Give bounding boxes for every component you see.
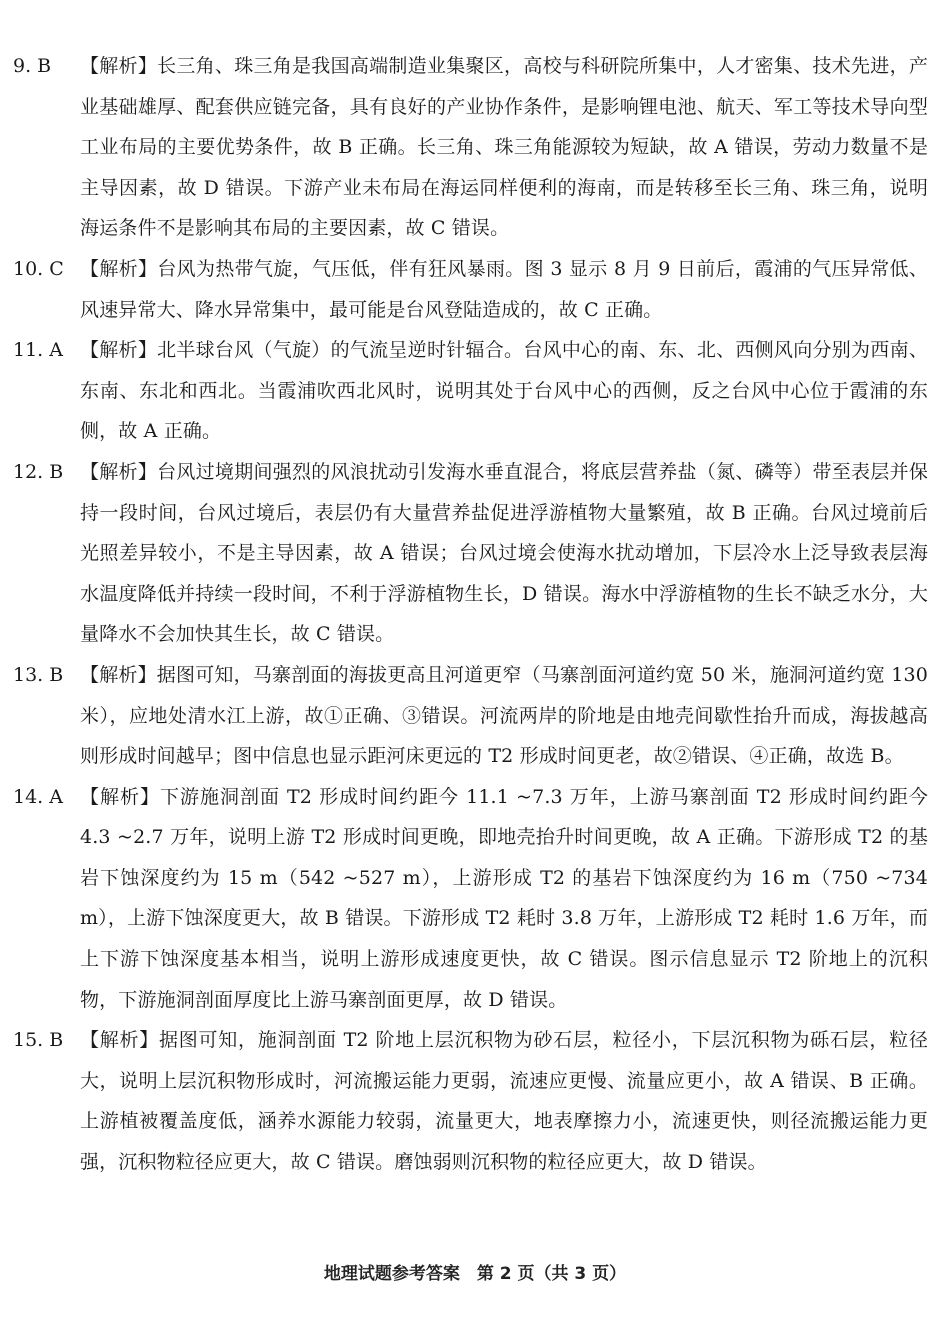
answer-explanation: 【解析】长三角、珠三角是我国高端制造业集聚区，高校与科研院所集中，人才密集、技术先进，产业基础雄厚、配套供应链完备，具有良好的产业协作条件，是影响锂电池、航天、军工等技术导向型工业布局的主要优势条件，故 B 正确。长三角、珠三角能源较为短缺，故 A 错误，劳动力数量不是主导因素，故 D 错误。下游产业未布局在海运同样便利的海南，而是转移至长三角、珠三角，说明海运条件不是影响其布局的主要因素，故 C 错误。 <box>80 55 928 240</box>
answer-explanation: 【解析】台风过境期间强烈的风浪扰动引发海水垂直混合，将底层营养盐（氮、磷等）带至表层并保持一段时间，台风过境后，表层仍有大量营养盐促进浮游植物大量繁殖，故 B 正确。台风过境前后光照差异较小，不是主导因素，故 A 错误；台风过境会使海水扰动增加，下层冷水上泛导致表层海水温度降低并持续一段时间，不利于浮游植物生长，D 错误。海水中浮游植物的生长不缺乏水分，大量降水不会加快其生长，故 C 错误。 <box>80 460 928 646</box>
answer-number: 13. B <box>13 663 64 686</box>
answer-number: 14. A <box>13 785 63 808</box>
answer-number: 12. B <box>13 460 64 483</box>
answer-item-11 <box>0 330 950 452</box>
answer-explanation: 【解析】北半球台风（气旋）的气流呈逆时针辐合。台风中心的南、东、北、西侧风向分别为西南、东南、东北和西北。当霞浦吹西北风时，说明其处于台风中心的西侧，反之台风中心位于霞浦的东侧，故 A 正确。 <box>80 339 928 443</box>
answer-item-10 <box>0 249 950 330</box>
answer-number: 11. A <box>13 339 63 362</box>
answer-number: 9. B <box>13 55 52 77</box>
answer-item-9 <box>0 46 950 249</box>
answer-explanation: 【解析】据图可知，马寨剖面的海拔更高且河道更窄（马寨剖面河道约宽 50 米，施洞河道约宽 130 米），应地处清水江上游，故①正确、③错误。河流两岸的阶地是由地壳间歇性抬升而成，海拔越高则形成时间越早；图中信息也显示距河床更远的 T2 形成时间更老，故②错误、④正确，故选 B。 <box>80 663 928 768</box>
answer-item-15 <box>0 1020 950 1182</box>
answer-item-14 <box>0 777 950 1021</box>
answer-item-12 <box>0 452 950 655</box>
answer-explanation: 【解析】下游施洞剖面 T2 形成时间约距今 11.1 ~7.3 万年，上游马寨剖面 T2 形成时间约距今 4.3 ~2.7 万年，说明上游 T2 形成时间更晚，即地壳抬升时间更晚，故 A 正确。下游形成 T2 的基岩下蚀深度约为 15 m（542 ~527 m），上游形成 T2 的基岩下蚀深度约为 16 m（750 ~734 m），上游下蚀深度更大，故 B 错误。下游形成 T2 耗时 3.8 万年，上游形成 T2 耗时 1.6 万年，而上下游下蚀深度基本相当，说明上游形成速度更快，故 C 错误。图示信息显示 T2 阶地上的沉积物，下游施洞剖面厚度比上游马寨剖面更厚，故 D 错误。 <box>80 785 928 1011</box>
answer-list <box>0 46 950 1183</box>
answer-explanation: 【解析】据图可知，施洞剖面 T2 阶地上层沉积物为砂石层，粒径小，下层沉积物为砾石层，粒径大，说明上层沉积物形成时，河流搬运能力更弱，流速应更慢、流量应更小，故 A 错误、B 正确。上游植被覆盖度低，涵养水源能力较弱，流量更大，地表摩擦力小，流速更快，则径流搬运能力更强，沉积物粒径应更大，故 C 错误。磨蚀弱则沉积物的粒径应更大，故 D 错误。 <box>80 1029 928 1174</box>
answer-explanation: 【解析】台风为热带气旋，气压低，伴有狂风暴雨。图 3 显示 8 月 9 日前后，霞浦的气压异常低、风速异常大、降水异常集中，最可能是台风登陆造成的，故 C 正确。 <box>80 257 928 321</box>
answer-number: 10. C <box>13 257 64 280</box>
answer-item-13 <box>0 655 950 777</box>
page-footer: 地理试题参考答案 第 2 页（共 3 页） <box>323 1264 627 1284</box>
answer-number: 15. B <box>13 1029 64 1052</box>
